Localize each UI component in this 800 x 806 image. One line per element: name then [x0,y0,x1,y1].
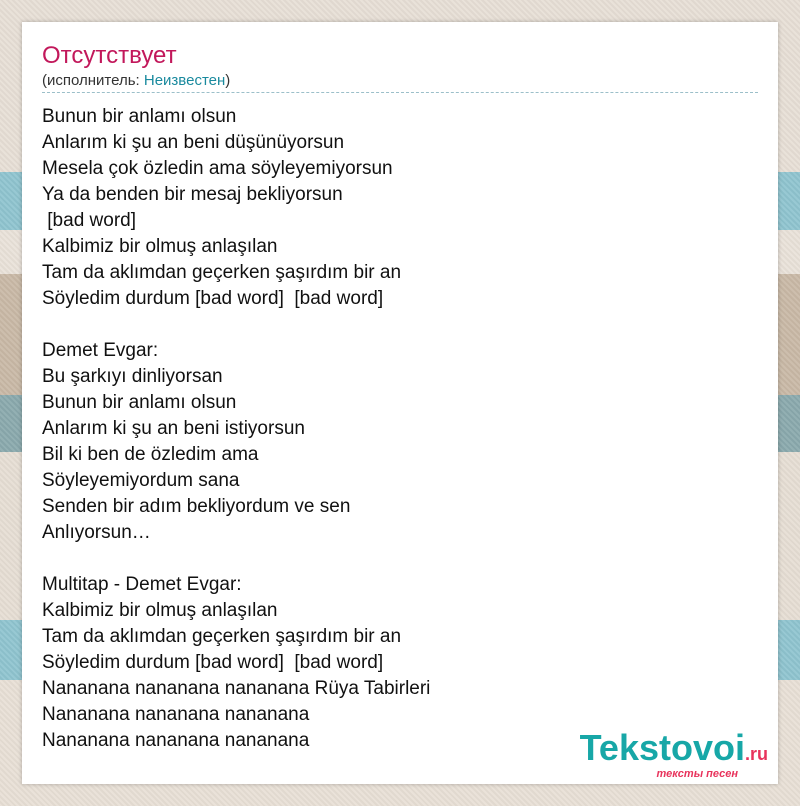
lyric-line: Bil ki ben de özledim ama [42,444,259,465]
lyric-line: Senden bir adım bekliyordum ve sen [42,496,351,517]
title-divider [42,92,758,93]
lyric-line [42,312,758,338]
logo-tagline: тексты песен [656,768,738,780]
lyrics-body [42,104,758,754]
lyric-line: [bad word] [42,210,136,231]
lyric-line [42,546,758,572]
lyric-line: Ya da benden bir mesaj bekliyorsun [42,184,343,205]
lyric-line: Multitap - Demet Evgar: [42,574,242,595]
lyric-line: Nananana nananana nananana Rüya Tabirleri [42,678,431,699]
lyric-line: Bu şarkıyı dinliyorsan [42,366,223,387]
artist-line [42,72,230,90]
lyric-line: Nananana nananana nananana [42,730,310,751]
lyric-line: Anlarım ki şu an beni düşünüyorsun [42,132,345,153]
artist-name-link[interactable]: Неизвестен [143,72,226,89]
lyric-line: Bunun bir anlamı olsun [42,106,237,127]
lyric-line: Tam da aklımdan geçerken şaşırdım bir an [42,626,402,647]
site-logo[interactable] [579,727,768,780]
artist-suffix: ) [225,72,231,89]
logo-tld: .ru [744,744,768,764]
artist-prefix: (исполнитель: [42,72,144,89]
lyric-line: Nananana nananana nananana [42,704,310,725]
lyric-line: Kalbimiz bir olmuş anlaşılan [42,236,278,257]
logo-wordmark [579,727,768,772]
lyric-line: Tam da aklımdan geçerken şaşırdım bir an [42,262,402,283]
lyric-line: Anlarım ki şu an beni istiyorsun [42,418,305,439]
lyric-line: Söyleyemiyordum sana [42,470,240,491]
lyric-line: Bunun bir anlamı olsun [42,392,237,413]
lyric-line: Söyledim durdum [bad word] [bad word] [42,288,384,309]
lyric-line: Kalbimiz bir olmuş anlaşılan [42,600,278,621]
song-title: Отсутствует [42,42,177,69]
lyric-line: Mesela çok özledin ama söyleyemiyorsun [42,158,393,179]
logo-main-text: Tekstovoi [579,727,745,768]
lyric-line: Söyledim durdum [bad word] [bad word] [42,652,384,673]
lyric-line: Anlıyorsun… [42,522,151,543]
lyrics-card [22,22,778,784]
lyric-line: Demet Evgar: [42,340,159,361]
